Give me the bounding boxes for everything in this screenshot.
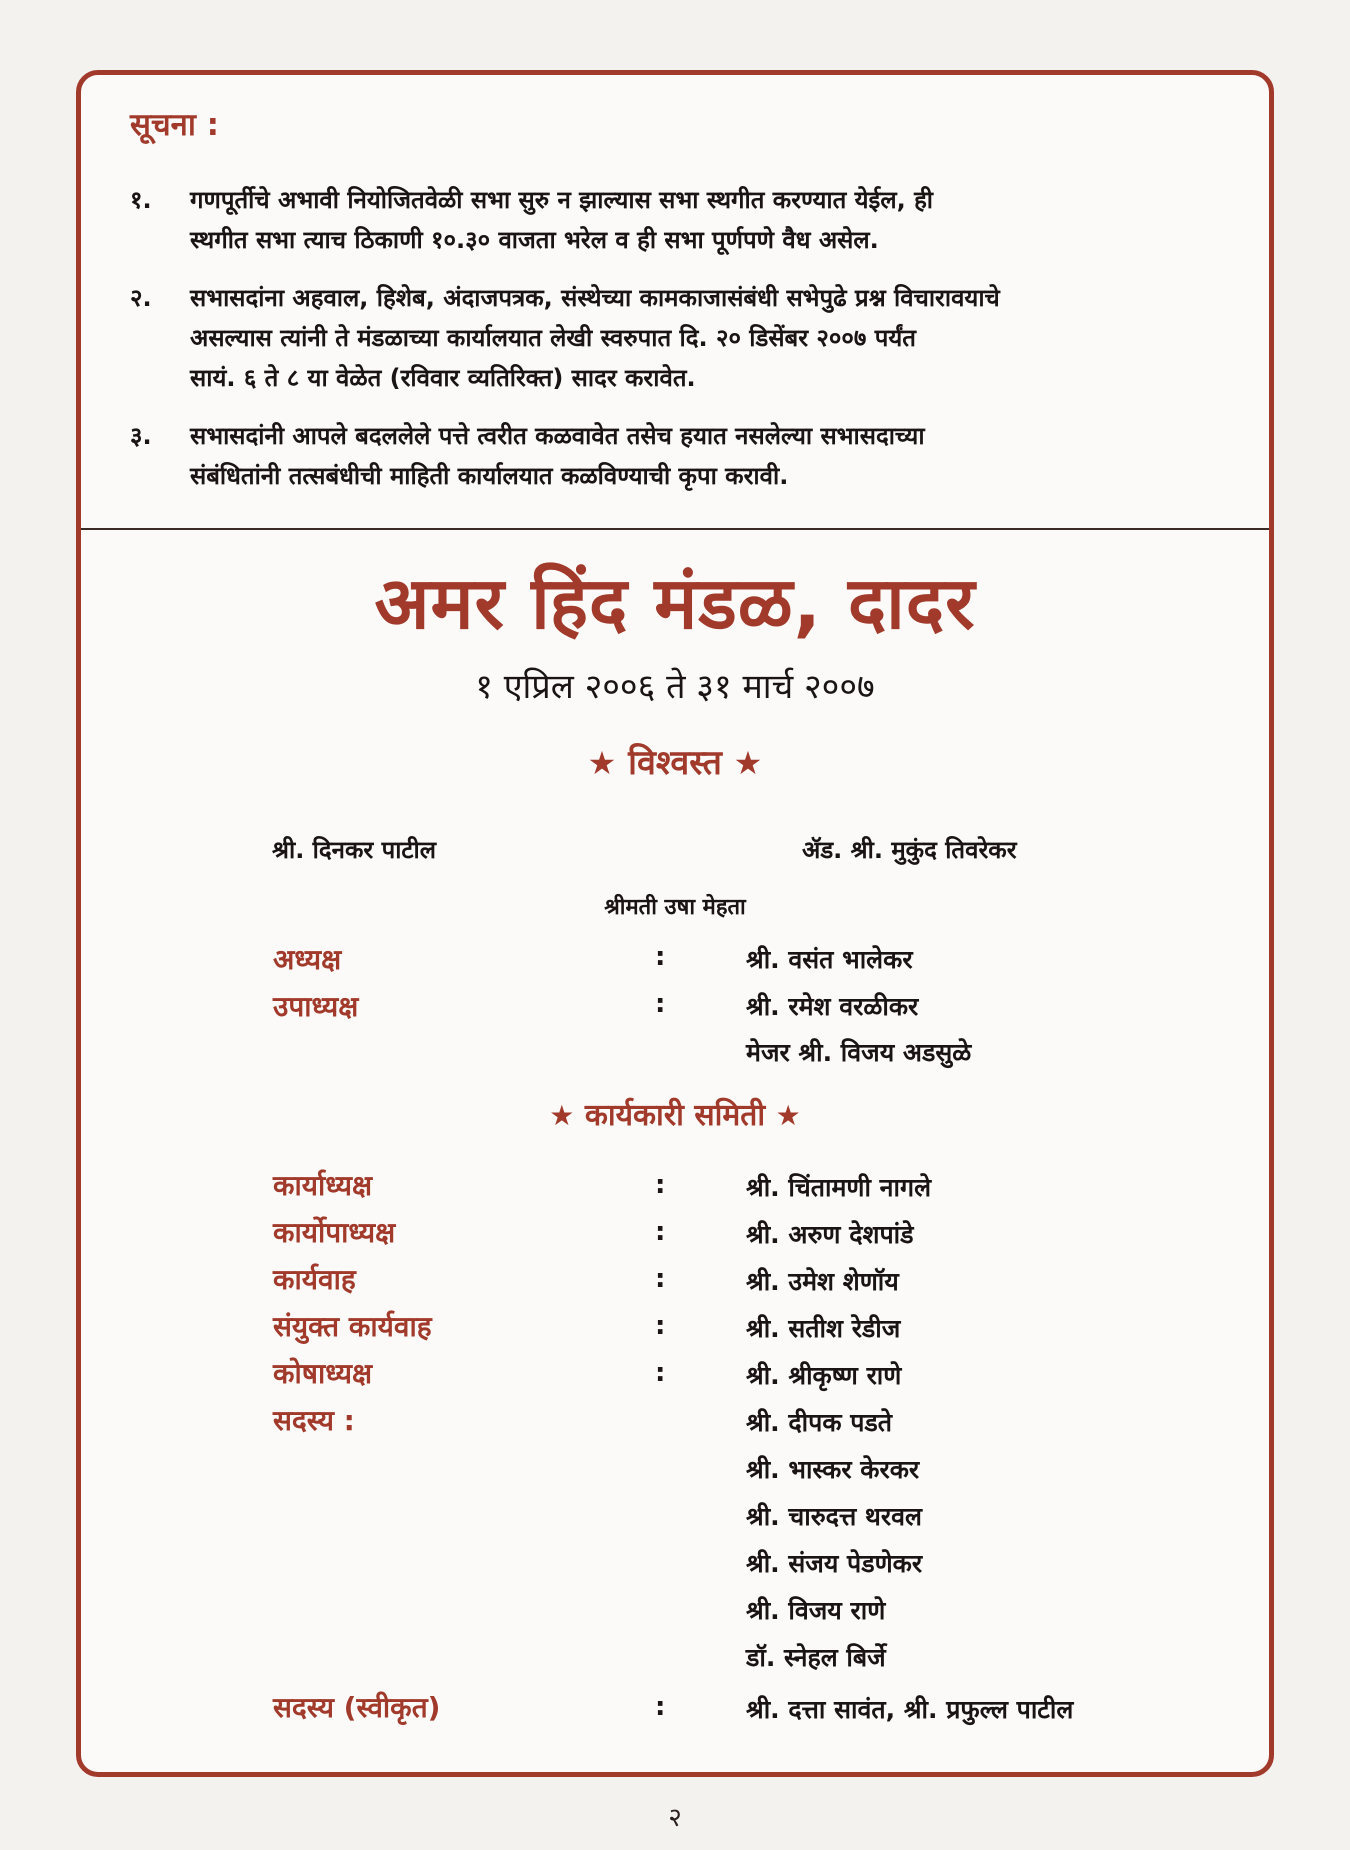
office-role: कार्यवाह xyxy=(273,1263,356,1296)
member-name: श्री. भास्कर केरकर xyxy=(746,1455,920,1484)
notice-line: असल्यास त्यांनी ते मंडळाच्या कार्यालयात लेखी स्वरुपात दि. २० डिसेंबर २००७ पर्यंत xyxy=(190,324,916,352)
notice-line: सायं. ६ ते ८ या वेळेत (रविवार व्यतिरिक्त) सादर करावेत. xyxy=(190,364,696,392)
page-number: २ xyxy=(668,1803,682,1833)
notice-heading: सूचना : xyxy=(130,107,220,143)
notice-item-number: १. xyxy=(130,186,152,214)
office-colon: : xyxy=(655,1692,666,1722)
notice-line: संबंधितांनी तत्सबंधीची माहिती कार्यालयात कळविण्याची कृपा करावी. xyxy=(190,462,789,490)
office-colon: : xyxy=(655,1358,666,1388)
notice-item-number: ३. xyxy=(130,422,152,450)
notice-item xyxy=(130,180,1240,260)
trustee-name: ॲड. श्री. मुकुंद तिवरेकर xyxy=(802,836,1017,864)
office-role: उपाध्यक्ष xyxy=(273,990,359,1023)
office-colon: : xyxy=(655,1217,666,1247)
committee-heading xyxy=(0,1093,1350,1134)
office-holder-name: श्री. दीपक पडते xyxy=(746,1408,893,1437)
office-role: संयुक्त कार्यवाह xyxy=(273,1310,432,1343)
office-role: सदस्य : xyxy=(273,1404,355,1437)
office-colon: : xyxy=(655,1170,666,1200)
office-colon: : xyxy=(655,989,666,1019)
office-holder-name: श्री. श्रीकृष्ण राणे xyxy=(746,1361,902,1390)
star-icon: ★ xyxy=(587,744,617,782)
office-holder-name: श्री. चिंतामणी नागले xyxy=(746,1173,932,1202)
report-period: १ एप्रिल २००६ ते ३१ मार्च २००७ xyxy=(475,667,875,707)
notice-item-number: २. xyxy=(130,284,152,312)
coopted-role: सदस्य (स्वीकृत) xyxy=(273,1691,441,1724)
office-colon: : xyxy=(655,1264,666,1294)
office-holder-name: श्री. वसंत भालेकर xyxy=(746,945,913,974)
star-icon: ★ xyxy=(733,744,763,782)
notice-line: सभासदांना अहवाल, हिशेब, अंदाजपत्रक, संस्थेच्या कामकाजासंबंधी सभेपुढे प्रश्न विचारावयाचे xyxy=(190,284,1000,312)
trustees-heading xyxy=(0,738,1350,784)
member-name: श्री. चारुदत्त थरवल xyxy=(746,1502,922,1531)
coopted-names: श्री. दत्ता सावंत, श्री. प्रफुल्ल पाटील xyxy=(746,1695,1074,1724)
committee-heading-text: कार्यकारी समिती xyxy=(584,1098,766,1133)
notice-item xyxy=(130,278,1240,398)
notice-list xyxy=(130,180,1240,514)
office-holder-name: श्री. रमेश वरळीकर xyxy=(746,992,919,1021)
office-holder-name: श्री. अरुण देशपांडे xyxy=(746,1220,914,1249)
notice-line: गणपूर्तीचे अभावी नियोजितवेळी सभा सुरु न झाल्यास सभा स्थगीत करण्यात येईल, ही xyxy=(190,186,934,214)
office-holder-name: मेजर श्री. विजय अडसुळे xyxy=(746,1038,972,1067)
trustee-name: श्रीमती उषा मेहता xyxy=(604,895,746,920)
office-holder-name: श्री. उमेश शेणॉय xyxy=(746,1267,899,1296)
office-role: कार्याध्यक्ष xyxy=(273,1169,373,1202)
trustees-heading-text: विश्वस्त xyxy=(628,743,722,783)
office-role: अध्यक्ष xyxy=(273,943,342,976)
member-name: श्री. संजय पेडणेकर xyxy=(746,1549,923,1578)
office-role: कार्योपाध्यक्ष xyxy=(273,1216,396,1249)
notice-item xyxy=(130,416,1240,496)
member-name: डॉ. स्नेहल बिर्जे xyxy=(746,1643,886,1672)
notice-line: सभासदांनी आपले बदललेले पत्ते त्वरीत कळवावेत तसेच हयात नसलेल्या सभासदाच्या xyxy=(190,422,925,450)
office-colon: : xyxy=(655,942,666,972)
section-divider xyxy=(81,528,1269,530)
notice-line: स्थगीत सभा त्याच ठिकाणी १०.३० वाजता भरेल व ही सभा पूर्णपणे वैध असेल. xyxy=(190,226,879,254)
star-icon: ★ xyxy=(549,1099,575,1132)
member-name: श्री. विजय राणे xyxy=(746,1596,886,1625)
office-role: कोषाध्यक्ष xyxy=(273,1357,373,1390)
office-holder-name: श्री. सतीश रेडीज xyxy=(746,1314,901,1343)
trustee-name: श्री. दिनकर पाटील xyxy=(272,836,436,864)
organization-title: अमर हिंद मंडळ, दादर xyxy=(374,561,976,645)
office-colon: : xyxy=(655,1311,666,1341)
star-icon: ★ xyxy=(775,1099,801,1132)
